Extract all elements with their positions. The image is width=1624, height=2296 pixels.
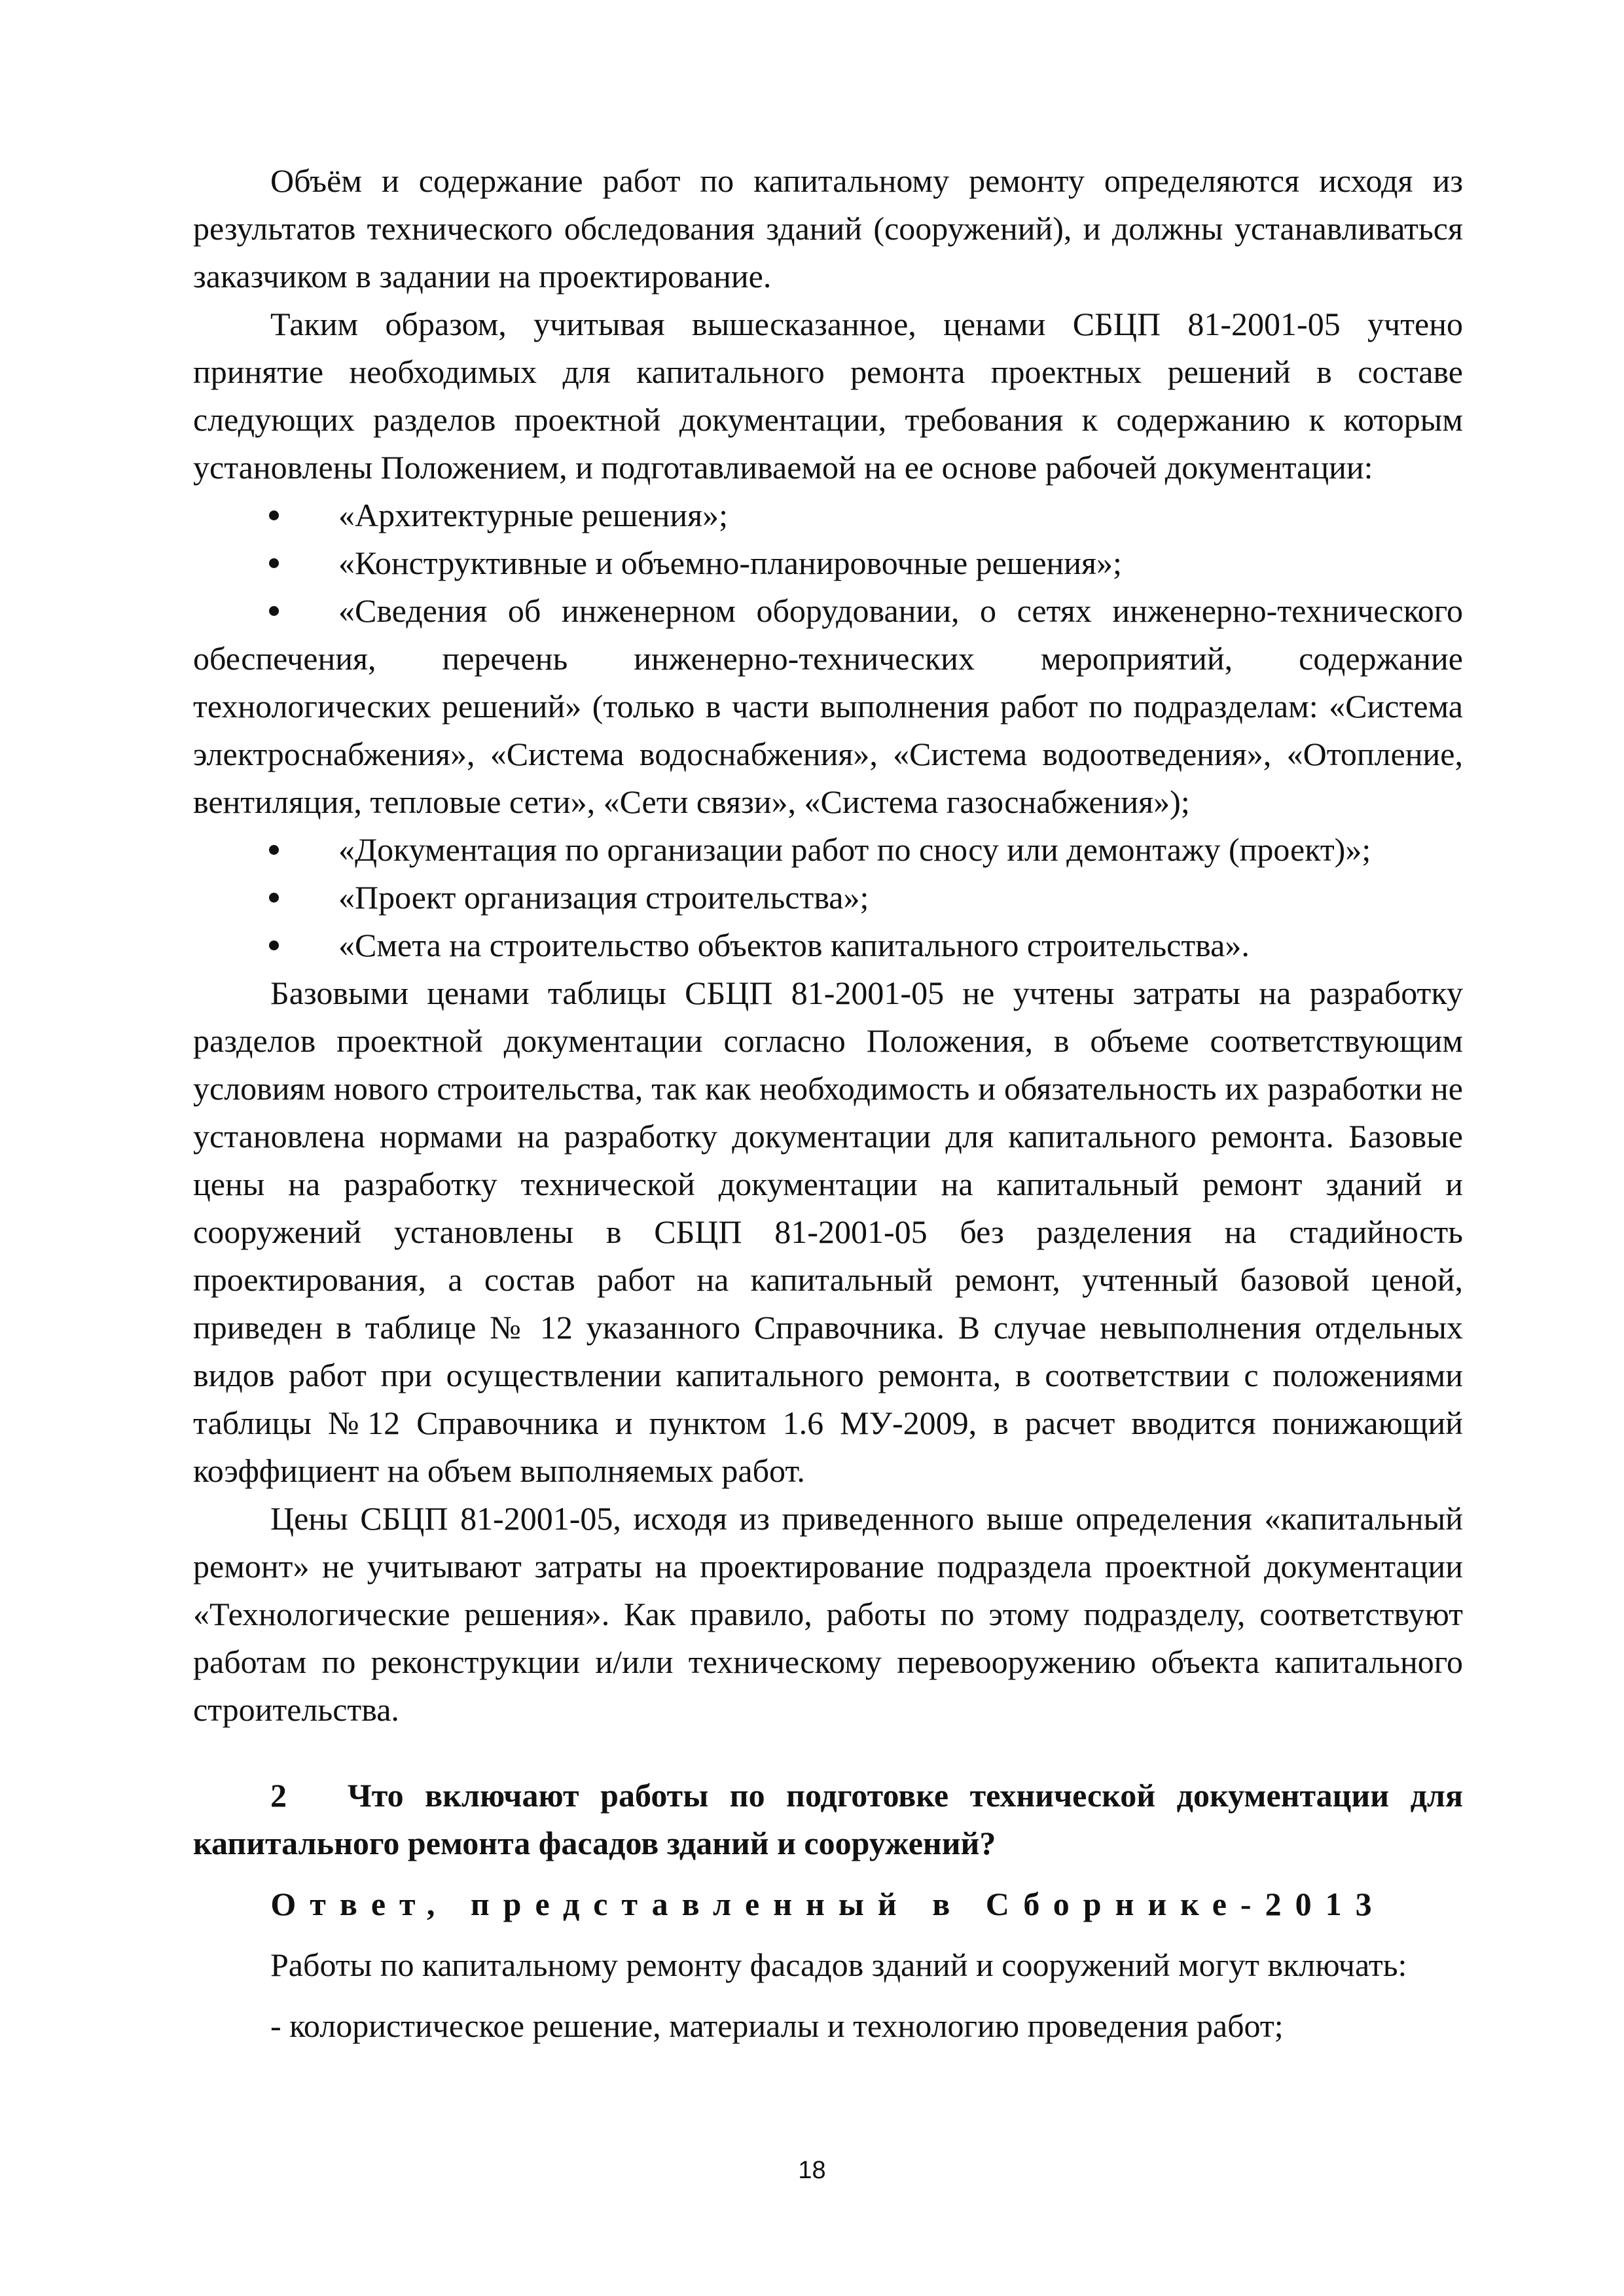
document-page [193, 157, 1463, 2050]
list-item-text: «Смета на строительство объектов капитального строительства». [338, 927, 1250, 963]
list-item [193, 539, 1463, 587]
paragraph-base-prices: Базовыми ценами таблицы СБЦП 81-2001-05 не учтены затраты на разработку разделов проектной документации согласно Положения, в объеме соответствующим условиям нового строительства, так как необходимость и обязательность их разработки не установлена нормами на разработку документации для капитального ремонта. Базовые цены на разработку технической документации на капитальный ремонт зданий и сооружений установлены в СБЦП 81-2001-05 без разделения на стадийность проектирования, а состав работ на капитальный ремонт, учтенный базовой ценой, приведен в таблице № 12 указанного Справочника. В случае невыполнения отдельных видов работ при осуществлении капитального ремонта, в соответствии с положениями таблицы №12 Справочника и пунктом 1.6 МУ-2009, в расчет вводится понижающий коэффициент на объем выполняемых работ. [193, 975, 1463, 1489]
bullet-icon [269, 558, 279, 568]
bullet-icon [269, 606, 279, 616]
section-number: 2 [270, 1777, 287, 1814]
paragraph-technological-solutions: Цены СБЦП 81-2001-05, исходя из приведенного выше определения «капитальный ремонт» не учитывают затраты на проектирование подраздела проектной документации «Технологические решения». Как правило, работы по этому подразделу, соответствуют работам по реконструкции и/или техническому перевооружению объекта капитального строительства. [193, 1500, 1463, 1728]
list-item [193, 874, 1463, 922]
paragraph-scope-of-work: Объём и содержание работ по капитальному ремонту определяются исходя из результатов технического обследования зданий (сооружений), и должны устанавливаться заказчиком в задании на проектирование. [193, 162, 1463, 295]
page-number: 18 [798, 2157, 826, 2184]
paragraph-design-sections: Таким образом, учитывая вышесказанное, ценами СБЦП 81-2001-05 учтено принятие необходимых для капитального ремонта проектных решений в составе следующих разделов проектной документации, требования к содержанию к которым установлены Положением, и подготавливаемой на ее основе рабочей документации: [193, 306, 1463, 486]
list-item-text: «Документация по организации работ по сносу или демонтажу (проект)»; [338, 831, 1371, 868]
list-item [193, 826, 1463, 874]
list-item-text: «Конструктивные и объемно-планировочные решения»; [338, 545, 1122, 581]
list-item [193, 492, 1463, 539]
bullet-icon [269, 893, 279, 903]
section-heading [193, 1772, 1463, 1867]
answer-item: - колористическое решение, материалы и технологию проведения работ; [270, 2007, 1284, 2044]
sections-list [193, 492, 1463, 969]
bullet-icon [269, 511, 279, 520]
list-item-text: «Архитектурные решения»; [338, 497, 729, 533]
bullet-icon [269, 845, 279, 855]
answer-title: Ответ, представленный в Сборнике-2013 [270, 1886, 1386, 1922]
bullet-icon [269, 941, 279, 950]
section-title: Что включают работы по подготовке технической документации для капитального ремонта фасадов зданий и сооружений? [193, 1777, 1463, 1861]
list-item [193, 922, 1463, 969]
answer-intro: Работы по капитальному ремонту фасадов зданий и сооружений могут включать: [270, 1946, 1407, 1983]
list-item [193, 587, 1463, 826]
list-item-text: «Сведения об инженерном оборудовании, о сетях инженерно-технического обеспечения, перечень инженерно-технических мероприятий, содержание технологических решений» (только в части выполнения работ по подразделам: «Система электроснабжения», «Система водоснабжения», «Система водоотведения», «Отопление, вентиляция, тепловые сети», «Сети связи», «Система газоснабжения»); [193, 592, 1463, 820]
list-item-text: «Проект организация строительства»; [338, 879, 869, 916]
